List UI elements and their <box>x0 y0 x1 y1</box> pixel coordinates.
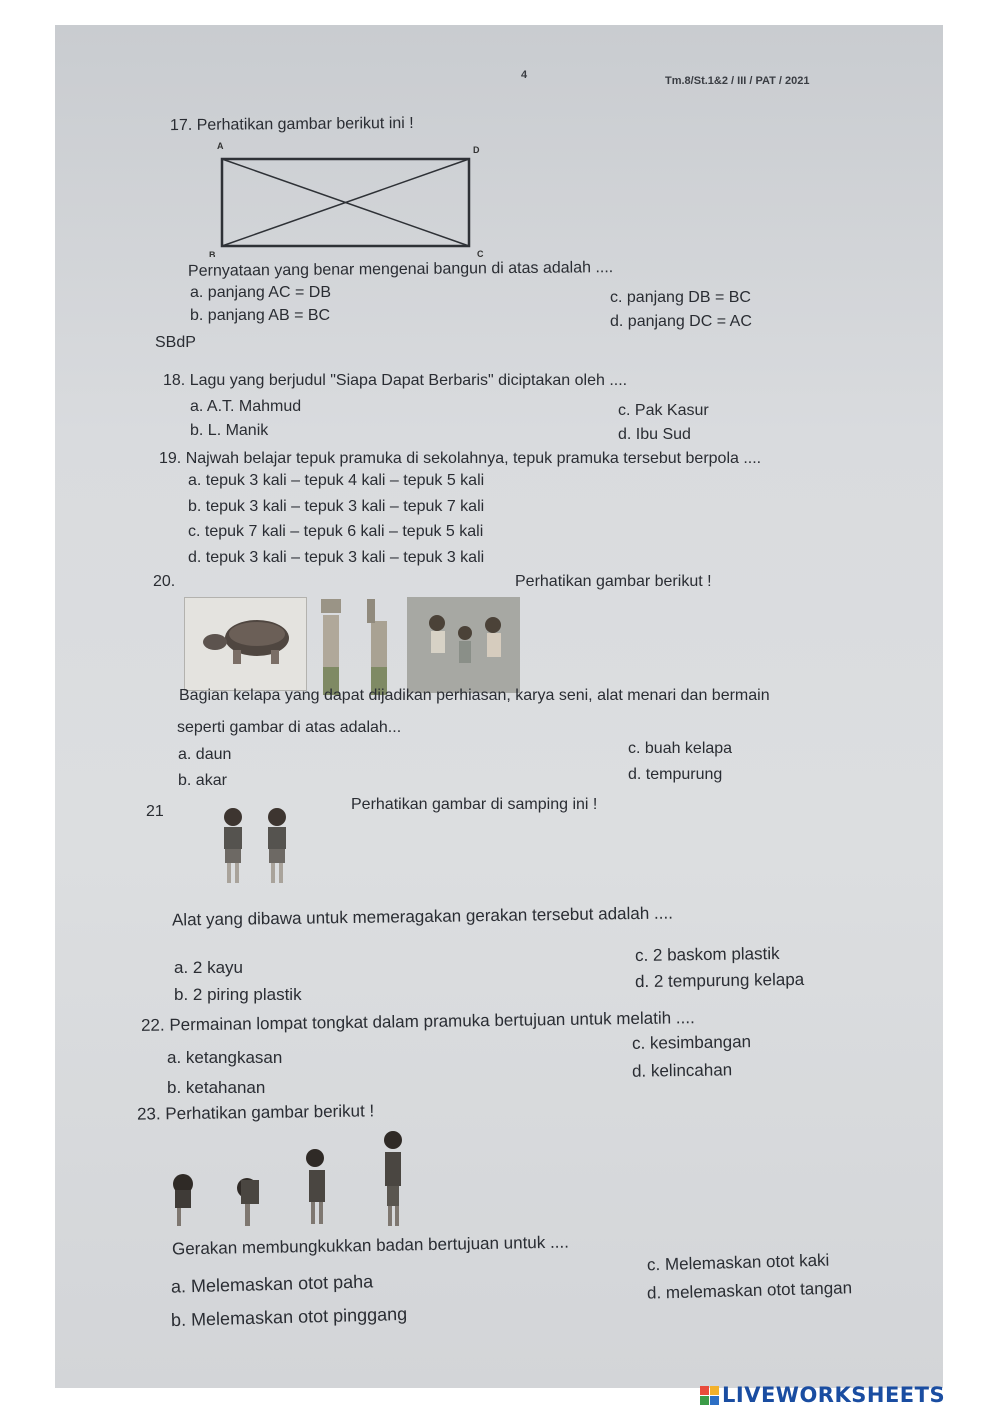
q21-title: Perhatikan gambar di samping ini ! <box>351 796 598 813</box>
q19-option-a: a. tepuk 3 kali – tepuk 4 kali – tepuk 5 kali <box>188 472 485 489</box>
liveworksheets-logo <box>700 1382 945 1408</box>
page-number: 4 <box>521 69 528 81</box>
q19-title: 19. Najwah belajar tepuk pramuka di sekolahnya, tepuk pramuka tersebut berpola .... <box>159 450 762 467</box>
boy-figure-icon <box>224 808 242 883</box>
q17-option-d: d. panjang DC = AC <box>610 313 752 330</box>
q21-option-c: c. 2 baskom plastik <box>634 943 780 966</box>
q23-option-c: c. Melemaskan otot kaki <box>646 1250 830 1275</box>
q20-stem-line2: seperti gambar di atas adalah... <box>177 719 402 736</box>
exam-code: Tm.8/St.1&2 / III / PAT / 2021 <box>665 75 810 87</box>
q20-number: 20. <box>153 573 176 590</box>
q18-option-b: b. L. Manik <box>190 422 269 439</box>
q20-stem-line1: Bagian kelapa yang dapat dijadikan perhiasan, karya seni, alat menari dan bermain <box>179 687 770 704</box>
rectangle-diagram <box>205 137 505 257</box>
bending-figure-icon <box>237 1178 259 1226</box>
q20-option-b: b. akar <box>178 772 227 789</box>
q23-stem: Gerakan membungkukkan badan bertujuan untuk .... <box>171 1232 570 1259</box>
q21-stem: Alat yang dibawa untuk memeragakan gerakan tersebut adalah .... <box>171 903 673 930</box>
bending-figure-icon <box>306 1149 325 1224</box>
q21-option-a: a. 2 kayu <box>174 958 243 977</box>
section-title: SBdP <box>155 334 196 351</box>
q21-option-b: b. 2 piring plastik <box>174 985 302 1004</box>
q22-option-b: b. ketahanan <box>167 1078 266 1097</box>
q20-option-a: a. daun <box>178 746 232 763</box>
q19-option-b: b. tepuk 3 kali – tepuk 3 kali – tepuk 7 kali <box>188 498 485 515</box>
q19-option-c: c. tepuk 7 kali – tepuk 6 kali – tepuk 5 kali <box>188 523 484 540</box>
q18-option-a: a. A.T. Mahmud <box>190 398 302 415</box>
vertex-label-a: A <box>217 141 224 151</box>
q23-title: 23. Perhatikan gambar berikut ! <box>136 1101 375 1124</box>
turtle-icon <box>185 598 306 690</box>
q22-option-c: c. kesimbangan <box>631 1032 752 1053</box>
children-playing-image <box>407 597 520 693</box>
q23-option-a: a. Melemaskan otot paha <box>170 1271 374 1297</box>
q18-option-c: c. Pak Kasur <box>618 402 709 419</box>
vertex-label-b: B <box>209 250 216 257</box>
bending-exercise-image <box>165 1130 425 1232</box>
q23-option-b: b. Melemaskan otot pinggang <box>170 1303 408 1331</box>
boy-figure-icon <box>268 808 286 883</box>
coconut-shell-turtle-image <box>184 597 307 691</box>
q20-option-c: c. buah kelapa <box>628 740 733 757</box>
q22-title: 22. Permainan lompat tongkat dalam pramuka bertujuan untuk melatih .... <box>140 1008 695 1035</box>
watermark-text: LIVEWORKSHEETS <box>722 1383 946 1407</box>
liveworksheets-grid-icon <box>700 1386 719 1405</box>
q18-option-d: d. Ibu Sud <box>618 426 691 443</box>
q18-title: 18. Lagu yang berjudul "Siapa Dapat Berbaris" diciptakan oleh .... <box>163 372 628 389</box>
children-icon <box>407 597 520 693</box>
q17-stem: Pernyataan yang benar mengenai bangun di atas adalah .... <box>187 259 614 280</box>
boys-demonstration-image <box>217 803 297 895</box>
bending-figure-icon <box>173 1174 193 1226</box>
q17-option-b: b. panjang AB = BC <box>190 307 331 324</box>
worksheet-photo <box>55 25 943 1388</box>
q20-title: Perhatikan gambar berikut ! <box>515 573 712 590</box>
q19-option-d: d. tepuk 3 kali – tepuk 3 kali – tepuk 3 kali <box>188 549 485 566</box>
q21-number: 21 <box>146 803 164 820</box>
q20-option-d: d. tempurung <box>628 766 723 783</box>
q22-option-a: a. ketangkasan <box>167 1048 283 1067</box>
vertex-label-c: C <box>477 249 484 257</box>
vertex-label-d: D <box>473 145 480 155</box>
standing-figure-icon <box>384 1131 402 1226</box>
q17-title: 17. Perhatikan gambar berikut ini ! <box>169 114 414 135</box>
q21-option-d: d. 2 tempurung kelapa <box>634 969 805 992</box>
q22-option-d: d. kelincahan <box>631 1060 733 1081</box>
q17-option-a: a. panjang AC = DB <box>190 284 331 301</box>
q17-option-c: c. panjang DB = BC <box>610 289 751 306</box>
q23-option-d: d. melemaskan otot tangan <box>646 1278 853 1303</box>
